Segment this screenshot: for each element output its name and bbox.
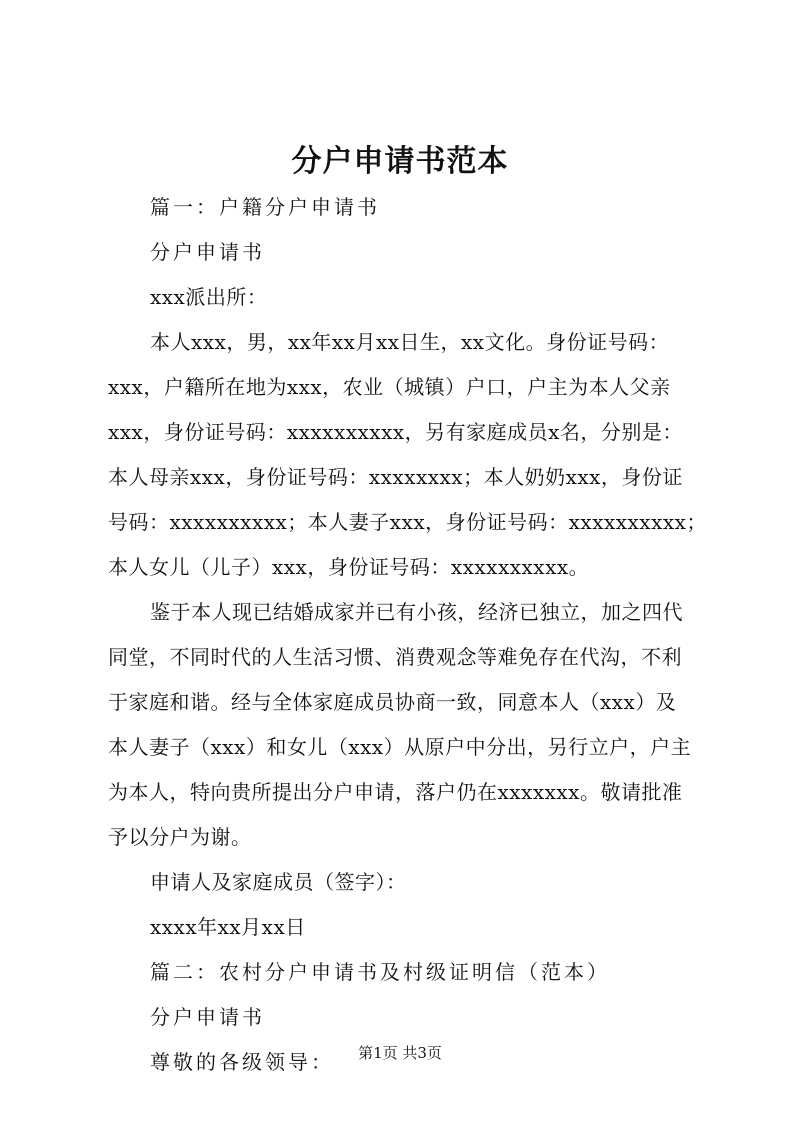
page-number-footer: 第1页 共3页 — [358, 1044, 442, 1062]
document-title: 分户申请书范本 — [291, 144, 509, 179]
date-line: xxxx年xx月xx日 — [150, 915, 306, 939]
paragraph-line: 于家庭和谐。经与全体家庭成员协商一致，同意本人（xxx）及 — [108, 690, 677, 714]
document-body — [108, 185, 708, 1085]
salutation: xxx派出所： — [150, 285, 268, 309]
paragraph-line: 为本人，特向贵所提出分户申请，落户仍在xxxxxxx。敬请批准 — [108, 780, 683, 804]
paragraph-line: 予以分户为谢。 — [108, 825, 252, 849]
letter-title: 分户申请书 — [150, 1005, 265, 1029]
section-heading: 篇二：农村分户申请书及村级证明信（范本） — [150, 960, 610, 984]
letter-title: 分户申请书 — [150, 240, 265, 264]
paragraph-line: 同堂，不同时代的人生活习惯、消费观念等难免存在代沟，不利 — [108, 645, 682, 669]
paragraph-line: 本人妻子（xxx）和女儿（xxx）从原户中分出，另行立户，户主 — [108, 735, 692, 759]
salutation: 尊敬的各级领导： — [150, 1050, 334, 1074]
paragraph-line: xxx，户籍所在地为xxx，农业（城镇）户口，户主为本人父亲 — [108, 375, 671, 399]
paragraph-line: 本人女儿（儿子）xxx，身份证号码：xxxxxxxxxx。 — [108, 555, 590, 579]
paragraph-line: 本人xxx，男，xx年xx月xx日生，xx文化。身份证号码： — [150, 330, 670, 354]
signature-line: 申请人及家庭成员（签字）： — [150, 870, 407, 894]
section-heading: 篇一：户籍分户申请书 — [150, 195, 380, 219]
paragraph-line: 鉴于本人现已结婚成家并已有小孩，经济已独立，加之四代 — [150, 600, 683, 624]
paragraph-line: xxx，身份证号码：xxxxxxxxxx，另有家庭成员x名，分别是： — [108, 420, 683, 444]
paragraph-line: 本人母亲xxx，身份证号码：xxxxxxxx；本人奶奶xxx，身份证 — [108, 465, 683, 489]
paragraph-line: 号码：xxxxxxxxxx；本人妻子xxx，身份证号码：xxxxxxxxxx； — [108, 510, 707, 534]
